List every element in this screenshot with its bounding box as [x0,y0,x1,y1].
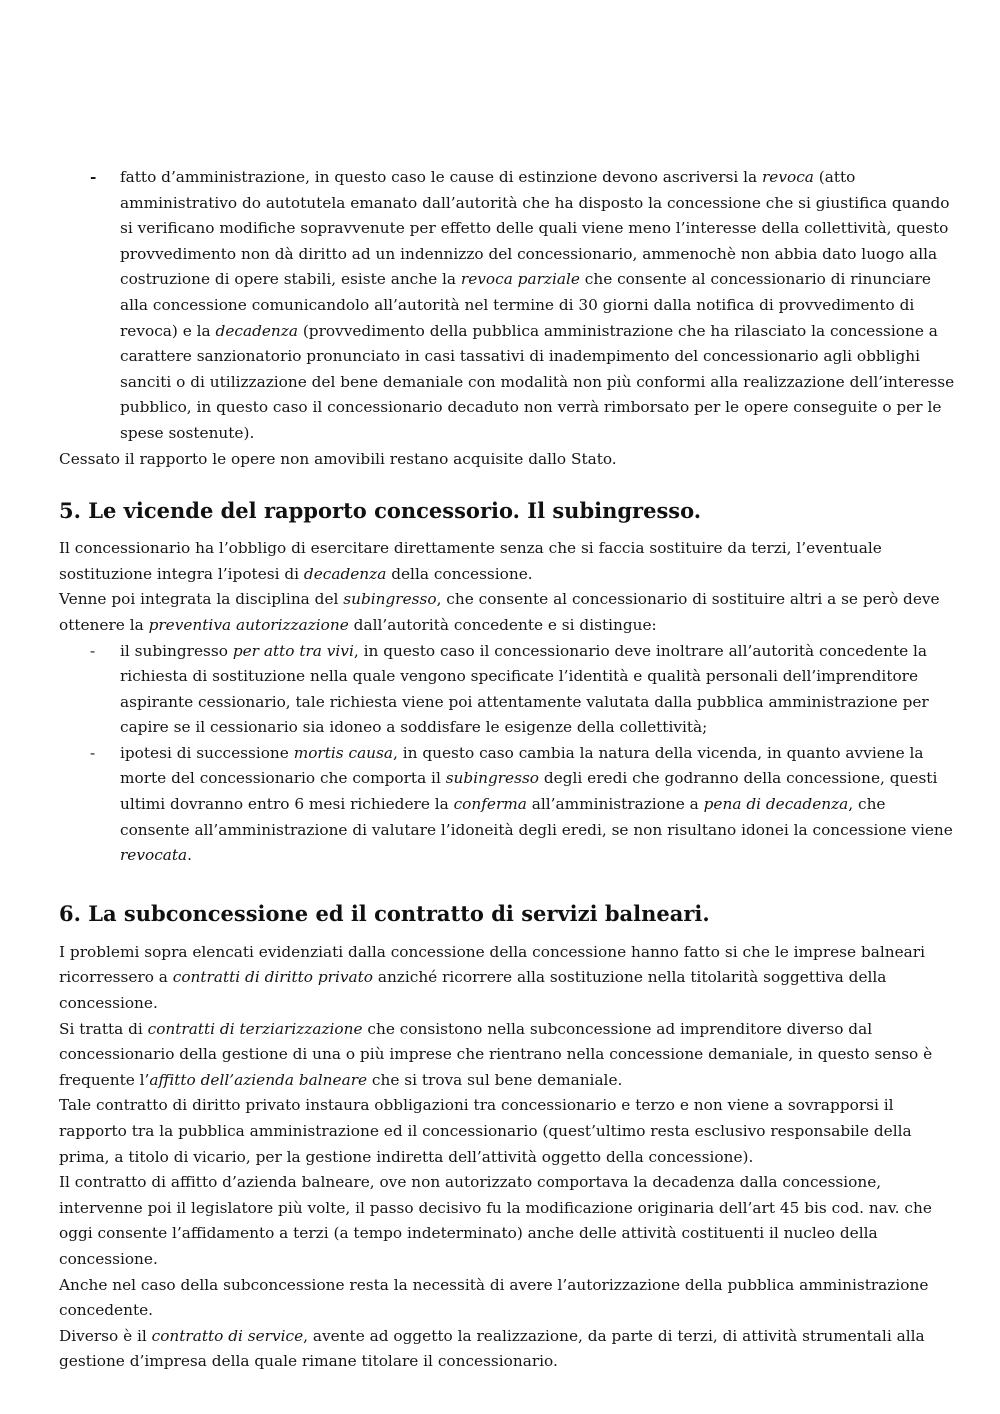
paragraph: Il contratto di affitto d’azienda balneare, ove non autorizzato comportava la decadenza dalla concessione, intervenne poi il legislatore più volte, il passo decisivo fu la modificazione originaria dell’art 45 bis cod. nav. che oggi consente l’affidamento a terzi (a tempo indeterminato) anche delle attività costituenti il nucleo della concessione. [59,1173,932,1268]
list-item: - fatto d’amministrazione, in questo caso le cause di estinzione devono ascriversi la revoca (atto amministrativo do autotutela emanato dall’autorità che ha disposto la concessione che si giustifica quando si verificano modifiche sopravvenute per effetto delle quali viene meno l’interesse della collettività, questo provvedimento non dà diritto ad un indennizzo del concessionario, ammenochè non abbia dato luogo alla costruzione di opere stabili, esiste anche la revoca parziale che consente al concessionario di rinunciare alla concessione comunicandolo all’autorità nel termine di 30 giorni dalla notifica di provvedimento di revoca) e la decadenza (provvedimento della pubblica amministrazione che ha rilasciato la concessione a carattere sanzionatorio pronunciato in casi tassativi di inadempimento del concessionario agli obblighi sanciti o di utilizzazione del bene demaniale con modalità non più conformi alla realizzazione dell’interesse pubblico, in questo caso il concessionario decaduto non verrà rimborsato per le opere conseguite o per le spese sostenute). [120,165,956,447]
section-heading: 5. Le vicende del rapporto concessorio. Il subingresso. [59,498,702,524]
subingresso-list [59,639,956,869]
paragraph: Venne poi integrata la disciplina del subingresso, che consente al concessionario di sostituire altri a se però deve ottenere la preventiva autorizzazione dall’autorità concedente e si distingue: [59,590,940,634]
list-item: - ipotesi di successione mortis causa, in questo caso cambia la natura della vicenda, in quanto avviene la morte del concessionario che comporta il subingresso degli eredi che godranno della concessione, questi ultimi dovranno entro 6 mesi richiedere la conferma all’amministrazione a pena di decadenza, che consente all’amministrazione di valutare l’idoneità degli eredi, se non risultano idonei la concessione viene revocata. [120,741,956,869]
paragraph: Il concessionario ha l’obbligo di esercitare direttamente senza che si faccia sostituire da terzi, l’eventuale sostituzione integra l’ipotesi di decadenza della concessione. [59,539,882,583]
paragraph: Cessato il rapporto le opere non amovibili restano acquisite dallo Stato. [59,449,617,468]
paragraph: Si tratta di contratti di terziarizzazione che consistono nella subconcessione ad imprenditore diverso dal concessionario della gestione di una o più imprese che rientrano nella concessione demaniale, in questo senso è frequente l’affitto dell’azienda balneare che si trova sul bene demaniale. [59,1019,933,1089]
paragraph: Tale contratto di diritto privato instaura obbligazioni tra concessionario e terzo e non viene a sovrapporsi il rapporto tra la pubblica amministrazione ed il concessionario (quest’ultimo resta esclusivo responsabile della prima, a titolo di vicario, per la gestione indiretta dell’attività oggetto della concessione). [59,1096,912,1166]
list-bullet: - [90,168,97,186]
section-heading: 6. La subconcessione ed il contratto di servizi balneari. [59,900,710,926]
intro-list [59,165,956,447]
list-item: - il subingresso per atto tra vivi, in questo caso il concessionario deve inoltrare all’autorità concedente la richiesta di sostituzione nella quale vengono specificate l’identità e qualità personali dell’imprenditore aspirante cessionario, tale richiesta viene poi attentamente valutata dalla pubblica amministrazione per capire se il cessionario sia idoneo a soddisfare le esigenze della collettività; [120,639,956,741]
list-bullet: - [90,743,96,762]
paragraph: Anche nel caso della subconcessione resta la necessità di avere l’autorizzazione della pubblica amministrazione concedente. [59,1275,929,1320]
paragraph: Diverso è il contratto di service, avente ad oggetto la realizzazione, da parte di terzi, di attività strumentali alla gestione d’impresa della quale rimane titolare il concessionario. [59,1326,925,1371]
paragraph: I problemi sopra elencati evidenziati dalla concessione della concessione hanno fatto si che le imprese balneari ricorressero a contratti di diritto privato anziché ricorrere alla sostituzione nella titolarità soggettiva della concessione. [59,942,925,1013]
list-bullet: - [90,641,96,660]
